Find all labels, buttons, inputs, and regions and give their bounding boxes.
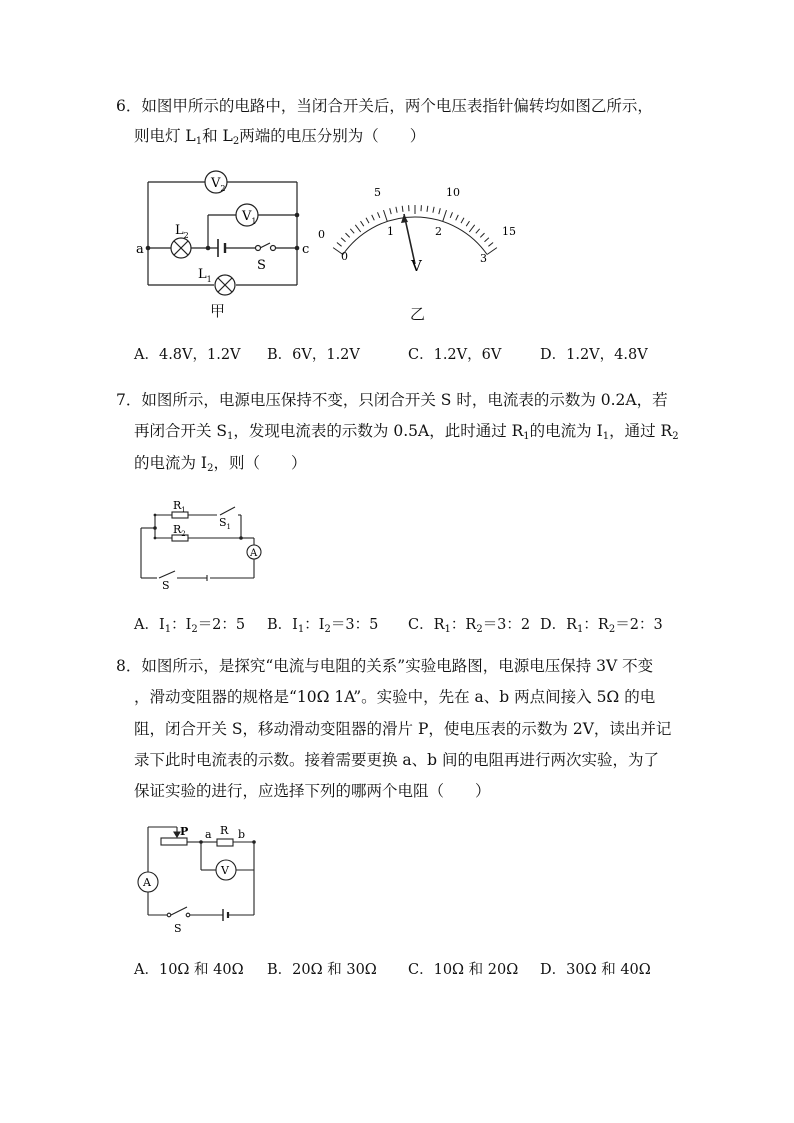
dial-tick — [450, 212, 452, 218]
q6-option-c[interactable]: C．1.2V，6V — [408, 347, 502, 363]
s1-label: $S_1$ — [219, 516, 232, 531]
dial-tick — [361, 221, 364, 226]
dial-tick — [350, 229, 354, 234]
dial-tick — [443, 210, 447, 221]
meter-unit-v: V — [411, 257, 422, 275]
dial-tick — [456, 215, 459, 220]
dial-tick — [366, 218, 369, 223]
outer-label-15: 15 — [502, 225, 516, 238]
dial-tick — [469, 225, 474, 232]
q7-option-b[interactable]: B．$I_1$：$I_2=3$：5 — [267, 617, 379, 635]
q6-option-a[interactable]: A．4.8V，1.2V — [134, 347, 241, 363]
node-b-label: b — [238, 828, 246, 841]
q7-option-d[interactable]: D．$R_1$：$R_2=2$：3 — [540, 617, 663, 635]
ammeter-label: A — [250, 548, 258, 559]
dial-tick — [372, 215, 375, 220]
dial-tick — [487, 248, 497, 255]
q8-option-c[interactable]: C．10Ω 和 20Ω — [408, 962, 519, 978]
q8-option-b[interactable]: B．20Ω 和 30Ω — [267, 962, 377, 978]
dial-tick — [402, 206, 403, 212]
q8-stem-line3: 阻，闭合开关 S，移动滑动变阻器的滑片 P，使电压表的示数为 2V，读出并记 — [134, 720, 672, 738]
dial-tick — [480, 233, 484, 237]
l2-label: $L_2$ — [175, 223, 189, 240]
v1-meter-label: $V_1$ — [242, 209, 257, 226]
dial-tick — [427, 206, 428, 212]
dial-tick — [488, 243, 493, 247]
dial-tick — [390, 208, 392, 214]
inner-label-0: 0 — [341, 250, 348, 263]
q7-stem-line3: 的电流为 $I_2$，则（ ） — [134, 454, 307, 474]
q8-stem-line2: ，滑动变阻器的规格是“10Ω 1A”。实验中，先在 a、b 两点间接入 5Ω 的电 — [134, 688, 656, 706]
q8-stem-line1: 8．如图所示，是探究“电流与电阻的关系”实验电路图，电源电压保持 3V 不变 — [116, 657, 654, 675]
dial-arc — [343, 217, 487, 255]
outer-label-5: 5 — [374, 186, 381, 199]
q7-option-a[interactable]: A．$I_1$：$I_2=2$：5 — [134, 617, 246, 635]
dial-tick — [439, 208, 441, 214]
inner-label-2: 2 — [435, 225, 442, 238]
q6-voltmeter-dial — [315, 180, 515, 290]
l1-label: $L_1$ — [198, 267, 212, 284]
q6-circuit-jia — [132, 175, 312, 295]
fig-yi-caption: 乙 — [410, 305, 426, 323]
dial-tick — [396, 207, 397, 213]
fig-jia-caption: 甲 — [210, 302, 226, 320]
outer-label-10: 10 — [446, 186, 460, 199]
q7-stem-line1: 7．如图所示，电源电压保持不变，只闭合开关 S 时，电流表的示数为 0.2A，若 — [116, 391, 668, 409]
dial-tick — [466, 221, 469, 226]
q8-circuit — [135, 820, 275, 935]
node-a-label: a — [136, 242, 144, 257]
dial-tick — [337, 243, 342, 247]
outer-label-0: 0 — [318, 228, 325, 241]
switch-s-label: S — [257, 258, 266, 273]
r2-label: $R_2$ — [173, 523, 186, 538]
dial-tick — [461, 218, 464, 223]
inner-label-1: 1 — [387, 225, 394, 238]
node-a-label: a — [205, 828, 212, 841]
q6-option-b[interactable]: B．6V，1.2V — [267, 347, 360, 363]
node-c-label: c — [302, 242, 310, 257]
dial-tick — [384, 210, 388, 221]
q8-option-d[interactable]: D．30Ω 和 40Ω — [540, 962, 651, 978]
voltmeter-label: V — [221, 864, 229, 877]
inner-label-3: 3 — [480, 252, 487, 265]
resistor-r-label: R — [220, 824, 229, 837]
dial-tick — [476, 229, 480, 234]
q7-option-c[interactable]: C．$R_1$：$R_2=3$：2 — [408, 617, 531, 635]
dial-tick — [433, 207, 434, 213]
switch-s-label: S — [174, 922, 182, 935]
q6-stem-line2: 则电灯 $L_1$和 $L_2$两端的电压分别为（ ） — [134, 127, 426, 147]
dial-tick — [378, 212, 380, 218]
r1-label: $R_1$ — [173, 499, 186, 514]
q7-stem-line2: 再闭合开关 $S_1$，发现电流表的示数为 0.5A，此时通过 $R_1$的电流为 $I_1$，通过 $R_2$ — [134, 422, 679, 442]
slider-p-label: P — [180, 825, 189, 838]
q6-option-d[interactable]: D．1.2V，4.8V — [540, 347, 648, 363]
q6-stem-line1: 6．如图甲所示的电路中，当闭合开关后，两个电压表指针偏转均如图乙所示， — [116, 97, 653, 115]
dial-tick — [485, 238, 489, 242]
dial-tick — [346, 233, 350, 237]
q8-stem-line5: 保证实验的进行，应选择下列的哪两个电阻（ ） — [134, 782, 491, 800]
q8-stem-line4: 录下此时电流表的示数。接着需要更换 a、b 间的电阻再进行两次实验，为了 — [134, 751, 660, 769]
q7-circuit — [135, 495, 275, 590]
ammeter-label: A — [143, 876, 151, 889]
dial-tick — [355, 225, 360, 232]
dial-tick — [341, 238, 345, 242]
v2-meter-label: $V_2$ — [211, 176, 226, 193]
switch-s-label: S — [162, 579, 170, 592]
q8-option-a[interactable]: A．10Ω 和 40Ω — [134, 962, 244, 978]
